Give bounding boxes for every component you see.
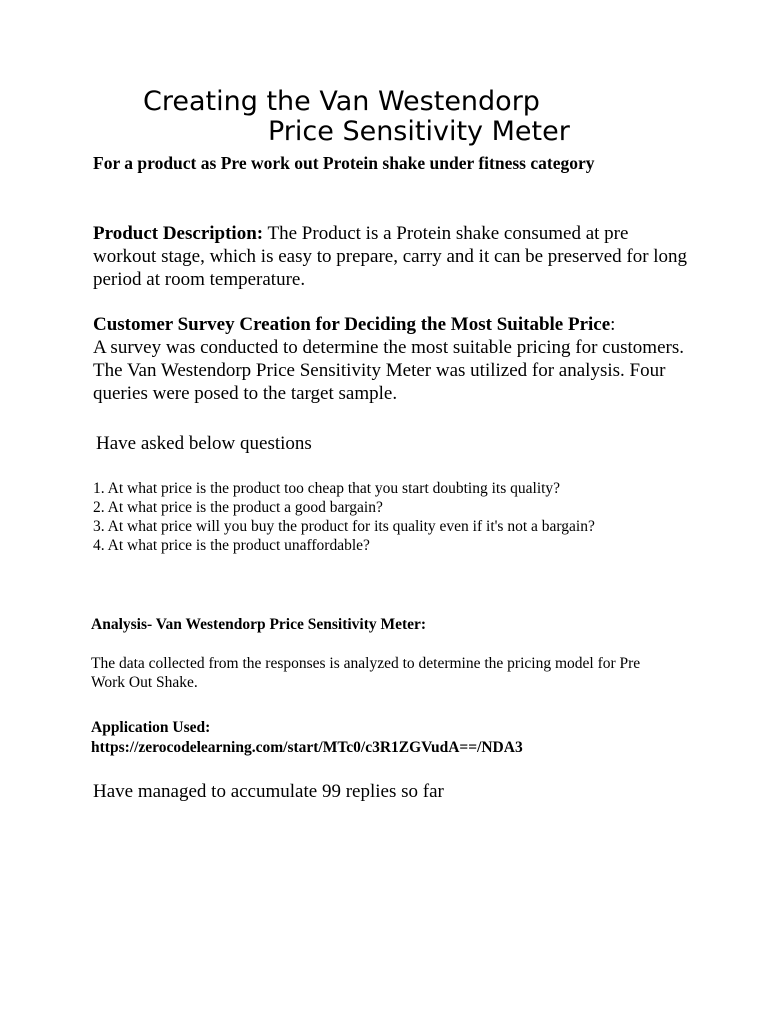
question-item-3: 3. At what price will you buy the product for its quality even if it's not a bargain? — [93, 518, 595, 535]
survey-section-colon: : — [610, 314, 616, 335]
question-item-4: 4. At what price is the product unaffordable? — [93, 537, 370, 554]
question-item-2: 2. At what price is the product a good bargain? — [93, 499, 383, 516]
application-label: Application Used: — [91, 719, 211, 736]
asked-intro: Have asked below questions — [96, 433, 312, 454]
application-used-block — [91, 718, 691, 758]
document-subtitle: For a product as Pre work out Protein shake under fitness category — [93, 153, 595, 173]
survey-section-text: A survey was conducted to determine the most suitable pricing for customers. The Van Westendorp Price Sensitivity Meter was utilized for analysis. Four queries were posed to the target sample. — [93, 337, 684, 404]
survey-section-label: Customer Survey Creation for Deciding the Most Suitable Price — [93, 314, 611, 335]
document-title-line-2: Price Sensitivity Meter — [268, 116, 570, 147]
product-description-label: Product Description: — [93, 223, 264, 244]
product-description-paragraph — [93, 222, 693, 291]
questions-list — [93, 479, 673, 555]
application-url-link[interactable]: https://zerocodelearning.com/start/MTc0/c3R1ZGVudA==/NDA3 — [91, 739, 523, 756]
question-item-1: 1. At what price is the product too cheap that you start doubting its quality? — [93, 480, 561, 497]
document-title-line-1: Creating the Van Westendorp — [143, 86, 540, 117]
analysis-text: The data collected from the responses is analyzed to determine the pricing model for Pre Work Out Shake. — [91, 655, 641, 691]
survey-section-paragraph — [93, 313, 693, 405]
product-description-text: The Product is a Protein shake consumed at pre workout stage, which is easy to prepare, carry and it can be preserved for long period at room temperature. — [93, 223, 688, 290]
replies-text: Have managed to accumulate 99 replies so far — [93, 781, 444, 802]
analysis-heading: Analysis- Van Westendorp Price Sensitivity Meter: — [91, 616, 427, 633]
